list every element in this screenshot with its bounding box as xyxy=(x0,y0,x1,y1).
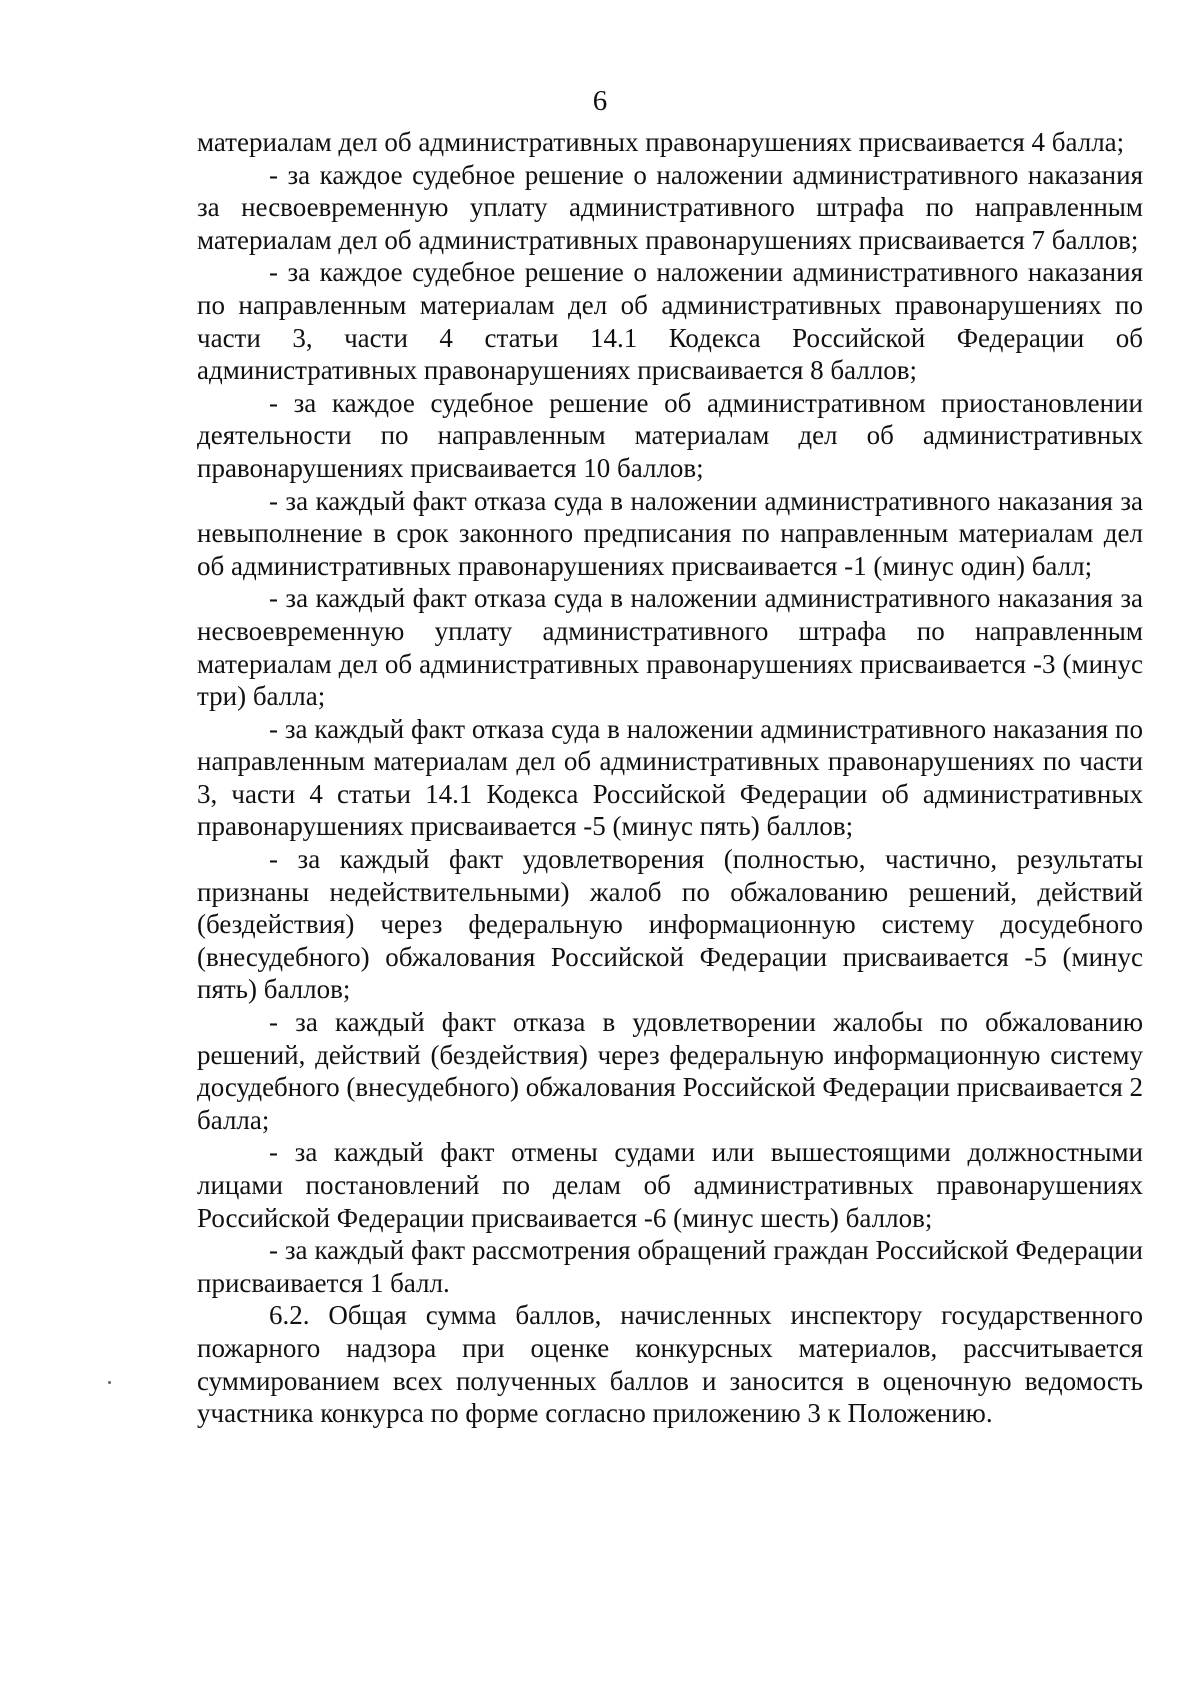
scan-speck xyxy=(108,1381,111,1384)
paragraph-item: - за каждое судебное решение о наложении административного наказания за несвоевременную уплату административного штрафа по направленным материалам дел об административных правонарушениях присваивается 7 баллов; xyxy=(197,159,1143,255)
paragraph-item: - за каждое судебное решение о наложении административного наказания по направленным материалам дел об административных правонарушениях по части 3, части 4 статьи 14.1 Кодекса Российской Федерации об административных правонарушениях присваивается 8 баллов; xyxy=(197,257,1143,386)
paragraph-continuation: материалам дел об административных правонарушениях присваивается 4 балла; xyxy=(197,127,1125,157)
paragraph-item: - за каждый факт отказа суда в наложении административного наказания по направленным материалам дел об административных правонарушениях по части 3, части 4 статьи 14.1 Кодекса Российской Федерации об административных правонарушениях присваивается -5 (минус пять) баллов; xyxy=(197,713,1143,842)
paragraph-item: - за каждый факт рассмотрения обращений граждан Российской Федерации присваивается 1 балл. xyxy=(197,1235,1143,1298)
paragraph-item: - за каждый факт удовлетворения (полностью, частично, результаты признаны недействительными) жалоб по обжалованию решений, действий (бездействия) через федеральную информационную систему досудебного (внесудебного) обжалования Российской Федерации присваивается -5 (минус пять) баллов; xyxy=(197,844,1143,1005)
paragraph-item: - за каждый факт отказа суда в наложении административного наказания за несвоевременную уплату административного штрафа по направленным материалам дел об административных правонарушениях присваивается -3 (минус три) балла; xyxy=(197,583,1143,712)
page-number: 6 xyxy=(592,85,608,117)
paragraph-section-6-2: 6.2. Общая сумма баллов, начисленных инспектору государственного пожарного надзора при оценке конкурсных материалов, рассчитывается суммированием всех полученных баллов и заносится в оценочную ведомость участника конкурса по форме согласно приложению 3 к Положению. xyxy=(197,1300,1143,1429)
document-body xyxy=(197,126,1143,1430)
paragraph-item: - за каждый факт отказа в удовлетворении жалобы по обжалованию решений, действий (бездействия) через федеральную информационную систему досудебного (внесудебного) обжалования Российской Федерации присваивается 2 балла; xyxy=(197,1007,1144,1135)
paragraph-item: - за каждое судебное решение об административном приостановлении деятельности по направленным материалам дел об административных правонарушениях присваивается 10 баллов; xyxy=(197,387,1143,483)
paragraph-item: - за каждый факт отмены судами или вышестоящими должностными лицами постановлений по делам об административных правонарушениях Российской Федерации присваивается -6 (минус шесть) баллов; xyxy=(197,1137,1143,1233)
paragraph-item: - за каждый факт отказа суда в наложении административного наказания за невыполнение в срок законного предписания по направленным материалам дел об административных правонарушениях присваивается -1 (минус один) балл; xyxy=(197,485,1143,581)
